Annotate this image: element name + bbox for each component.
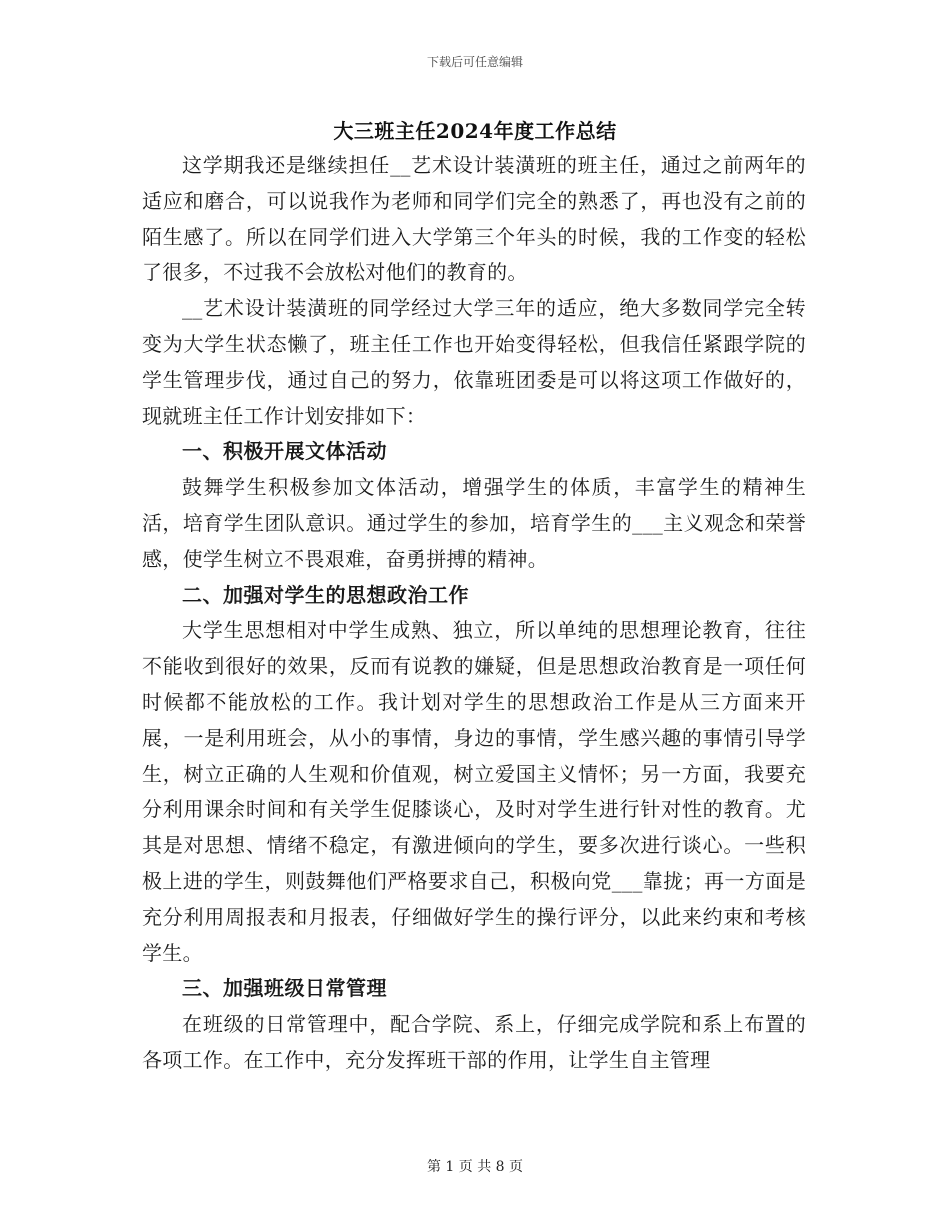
intro-paragraph-2: __艺术设计装潢班的同学经过大学三年的适应，绝大多数同学完全转变为大学生状态懒了，班主任工作也开始变得轻松，但我信任紧跟学院的学生管理步伐，通过自己的努力，依靠班团委是可以将这项工作做好的，现就班主任工作计划安排如下： bbox=[142, 296, 806, 428]
section-heading-1: 一、积极开展文体活动 bbox=[182, 439, 387, 464]
section-heading-3: 三、加强班级日常管理 bbox=[182, 976, 387, 1001]
section-heading-2: 二、加强对学生的思想政治工作 bbox=[182, 582, 469, 607]
page-number: 第 1 页 共 8 页 bbox=[426, 1159, 524, 1175]
document-body bbox=[142, 148, 806, 1079]
section-text-3: 在班级的日常管理中，配合学院、系上，仔细完成学院和系上布置的各项工作。在工作中，充分发挥班干部的作用，让学生自主管理 bbox=[142, 1012, 806, 1072]
section-text-1: 鼓舞学生积极参加文体活动，增强学生的体质，丰富学生的精神生活，培育学生团队意识。通过学生的参加，培育学生的___主义观念和荣誉感，使学生树立不畏艰难，奋勇拼搏的精神。 bbox=[142, 475, 806, 571]
section-text-2: 大学生思想相对中学生成熟、独立，所以单纯的思想理论教育，往往不能收到很好的效果，反而有说教的嫌疑，但是思想政治教育是一项任何时候都不能放松的工作。我计划对学生的思想政治工作是从三方面来开展，一是利用班会，从小的事情，身边的事情，学生感兴趣的事情引导学生，树立正确的人生观和价值观，树立爱国主义情怀；另一方面，我要充分利用课余时间和有关学生促膝谈心，及时对学生进行针对性的教育。尤其是对思想、情绪不稳定，有激进倾向的学生，要多次进行谈心。一些积极上进的学生，则鼓舞他们严格要求自己，积极向党___靠拢；再一方面是充分利用周报表和月报表，仔细做好学生的操行评分，以此来约束和考核学生。 bbox=[142, 618, 806, 965]
intro-paragraph-1: 这学期我还是继续担任__艺术设计装潢班的班主任，通过之前两年的适应和磨合，可以说我作为老师和同学们完全的熟悉了，再也没有之前的陌生感了。所以在同学们进入大学第三个年头的时候，我的工作变的轻松了很多，不过我不会放松对他们的教育的。 bbox=[142, 153, 806, 285]
document-title: 大三班主任2024年度工作总结 bbox=[333, 119, 617, 143]
header-note: 下载后可任意编辑 bbox=[426, 55, 523, 69]
